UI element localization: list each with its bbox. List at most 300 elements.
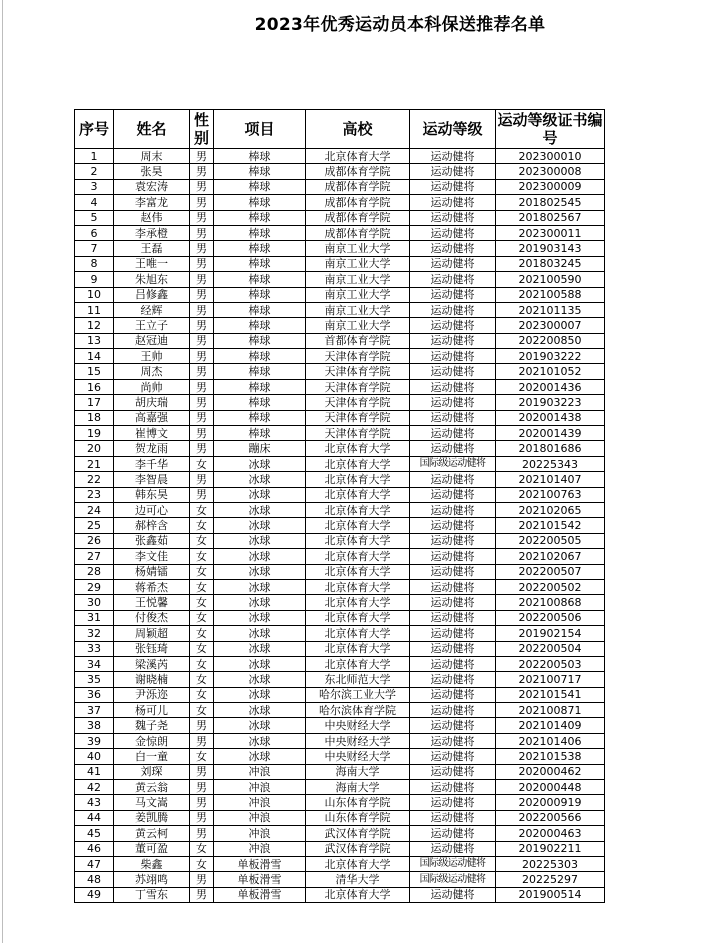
cell-index: 16 [75,379,114,394]
cell-university: 北京体育大学 [306,487,410,502]
cell-level: 运动健将 [410,379,496,394]
cell-level: 运动健将 [410,164,496,179]
cell-sport: 冰球 [214,472,306,487]
cell-index: 8 [75,256,114,271]
cell-index: 33 [75,641,114,656]
cell-name: 黄云柯 [114,826,190,841]
cell-name: 王帅 [114,349,190,364]
column-header-sport: 项目 [214,110,306,149]
cell-gender: 男 [190,810,214,825]
cell-index: 41 [75,764,114,779]
cell-certificate: 201802567 [496,210,605,225]
cell-sport: 冰球 [214,518,306,533]
cell-university: 成都体育学院 [306,179,410,194]
cell-gender: 男 [190,149,214,164]
table-row [75,856,605,871]
cell-university: 武汉体育学院 [306,841,410,856]
cell-name: 张钰琦 [114,641,190,656]
cell-university: 北京体育大学 [306,549,410,564]
cell-level: 运动健将 [410,687,496,702]
cell-sport: 棒球 [214,195,306,210]
cell-name: 边可心 [114,502,190,517]
cell-level: 国际级运动健将 [410,456,496,471]
cell-university: 北京体育大学 [306,502,410,517]
cell-name: 杨可儿 [114,703,190,718]
cell-level: 运动健将 [410,410,496,425]
cell-sport: 冰球 [214,656,306,671]
cell-university: 北京体育大学 [306,472,410,487]
cell-sport: 棒球 [214,302,306,317]
cell-level: 运动健将 [410,272,496,287]
cell-certificate: 202100871 [496,703,605,718]
cell-university: 天津体育学院 [306,379,410,394]
table-row [75,225,605,240]
cell-gender: 女 [190,518,214,533]
cell-certificate: 202101052 [496,364,605,379]
cell-gender: 男 [190,441,214,456]
cell-sport: 蹦床 [214,441,306,456]
cell-index: 17 [75,395,114,410]
cell-certificate: 202000463 [496,826,605,841]
cell-certificate: 202000919 [496,795,605,810]
table-row [75,887,605,902]
cell-certificate: 201902154 [496,626,605,641]
cell-name: 李文佳 [114,549,190,564]
table-row [75,518,605,533]
table-row [75,241,605,256]
cell-gender: 男 [190,318,214,333]
cell-level: 运动健将 [410,810,496,825]
cell-level: 运动健将 [410,841,496,856]
cell-sport: 棒球 [214,241,306,256]
table-header-row [75,110,605,149]
cell-name: 李富龙 [114,195,190,210]
table-row [75,749,605,764]
cell-sport: 冰球 [214,749,306,764]
cell-certificate: 202001436 [496,379,605,394]
cell-certificate: 201801686 [496,441,605,456]
cell-sport: 棒球 [214,179,306,194]
table-row [75,210,605,225]
cell-sport: 棒球 [214,164,306,179]
column-header-name: 姓名 [114,110,190,149]
cell-university: 北京体育大学 [306,626,410,641]
cell-gender: 女 [190,533,214,548]
cell-certificate: 202200503 [496,656,605,671]
table-row [75,610,605,625]
cell-index: 19 [75,426,114,441]
cell-level: 运动健将 [410,426,496,441]
cell-certificate: 202300008 [496,164,605,179]
table-row [75,149,605,164]
cell-sport: 棒球 [214,318,306,333]
cell-sport: 冰球 [214,687,306,702]
cell-name: 魏子尧 [114,718,190,733]
cell-sport: 棒球 [214,410,306,425]
cell-gender: 女 [190,841,214,856]
cell-index: 29 [75,579,114,594]
cell-gender: 男 [190,718,214,733]
cell-index: 5 [75,210,114,225]
cell-index: 13 [75,333,114,348]
cell-level: 运动健将 [410,502,496,517]
table-row [75,703,605,718]
table-row [75,472,605,487]
cell-level: 运动健将 [410,349,496,364]
cell-university: 北京体育大学 [306,441,410,456]
cell-name: 刘琛 [114,764,190,779]
cell-university: 南京工业大学 [306,302,410,317]
cell-sport: 棒球 [214,364,306,379]
cell-index: 30 [75,595,114,610]
cell-index: 10 [75,287,114,302]
cell-certificate: 202101541 [496,687,605,702]
cell-gender: 女 [190,687,214,702]
cell-level: 运动健将 [410,764,496,779]
cell-gender: 男 [190,379,214,394]
cell-gender: 女 [190,564,214,579]
cell-index: 48 [75,872,114,887]
table-row [75,626,605,641]
cell-certificate: 202100717 [496,672,605,687]
cell-level: 运动健将 [410,318,496,333]
cell-gender: 女 [190,549,214,564]
cell-level: 运动健将 [410,195,496,210]
table-row [75,672,605,687]
cell-name: 周杰 [114,364,190,379]
cell-level: 国际级运动健将 [410,856,496,871]
cell-level: 运动健将 [410,441,496,456]
cell-certificate: 202100590 [496,272,605,287]
cell-gender: 男 [190,487,214,502]
cell-university: 北京体育大学 [306,595,410,610]
cell-gender: 男 [190,733,214,748]
cell-university: 北京体育大学 [306,641,410,656]
cell-sport: 冰球 [214,533,306,548]
cell-university: 南京工业大学 [306,272,410,287]
cell-level: 运动健将 [410,610,496,625]
cell-index: 4 [75,195,114,210]
cell-certificate: 202101542 [496,518,605,533]
athlete-roster-table [74,109,605,903]
table-row [75,733,605,748]
cell-university: 海南大学 [306,764,410,779]
table-row [75,318,605,333]
cell-certificate: 202200506 [496,610,605,625]
column-header-level: 运动等级 [410,110,496,149]
cell-gender: 女 [190,672,214,687]
cell-certificate: 20225303 [496,856,605,871]
table-row [75,718,605,733]
cell-certificate: 202200502 [496,579,605,594]
cell-gender: 男 [190,426,214,441]
cell-certificate: 201903143 [496,241,605,256]
cell-certificate: 202300009 [496,179,605,194]
table-row [75,272,605,287]
cell-certificate: 202200850 [496,333,605,348]
cell-index: 45 [75,826,114,841]
cell-certificate: 202101407 [496,472,605,487]
table-row [75,164,605,179]
cell-certificate: 20225343 [496,456,605,471]
cell-index: 49 [75,887,114,902]
cell-level: 运动健将 [410,564,496,579]
cell-index: 14 [75,349,114,364]
cell-sport: 冰球 [214,549,306,564]
cell-name: 董可盈 [114,841,190,856]
table-row [75,579,605,594]
cell-gender: 男 [190,333,214,348]
cell-name: 赵冠迪 [114,333,190,348]
cell-certificate: 202101135 [496,302,605,317]
cell-index: 34 [75,656,114,671]
cell-university: 南京工业大学 [306,241,410,256]
table-row [75,379,605,394]
cell-level: 运动健将 [410,672,496,687]
cell-level: 运动健将 [410,225,496,240]
cell-gender: 男 [190,472,214,487]
cell-certificate: 202300007 [496,318,605,333]
cell-university: 中央财经大学 [306,733,410,748]
cell-sport: 冰球 [214,733,306,748]
cell-level: 运动健将 [410,487,496,502]
table-row [75,287,605,302]
cell-university: 南京工业大学 [306,256,410,271]
cell-name: 白一童 [114,749,190,764]
cell-university: 清华大学 [306,872,410,887]
cell-index: 1 [75,149,114,164]
cell-sport: 冲浪 [214,780,306,795]
cell-university: 中央财经大学 [306,718,410,733]
cell-sport: 单板滑雪 [214,872,306,887]
cell-level: 运动健将 [410,287,496,302]
page-edge-rule [2,0,3,943]
cell-index: 37 [75,703,114,718]
cell-university: 成都体育学院 [306,164,410,179]
cell-name: 王悦馨 [114,595,190,610]
cell-certificate: 202100588 [496,287,605,302]
cell-index: 46 [75,841,114,856]
cell-university: 北京体育大学 [306,456,410,471]
cell-sport: 冰球 [214,502,306,517]
column-header-gender: 性别 [190,110,214,149]
cell-sport: 冰球 [214,641,306,656]
cell-gender: 男 [190,241,214,256]
cell-certificate: 202000462 [496,764,605,779]
cell-index: 38 [75,718,114,733]
cell-gender: 男 [190,225,214,240]
cell-gender: 女 [190,626,214,641]
cell-index: 25 [75,518,114,533]
table-row [75,872,605,887]
cell-level: 运动健将 [410,703,496,718]
cell-certificate: 201803245 [496,256,605,271]
cell-sport: 冲浪 [214,795,306,810]
cell-gender: 女 [190,595,214,610]
cell-index: 12 [75,318,114,333]
cell-name: 李承橙 [114,225,190,240]
cell-university: 南京工业大学 [306,287,410,302]
table-row [75,549,605,564]
cell-certificate: 201902211 [496,841,605,856]
cell-gender: 女 [190,856,214,871]
cell-name: 胡庆瑞 [114,395,190,410]
cell-gender: 男 [190,780,214,795]
cell-sport: 棒球 [214,210,306,225]
table-row [75,656,605,671]
cell-university: 哈尔滨体育学院 [306,703,410,718]
cell-index: 27 [75,549,114,564]
cell-university: 中央财经大学 [306,749,410,764]
cell-gender: 男 [190,272,214,287]
table-row [75,441,605,456]
cell-name: 蒋希杰 [114,579,190,594]
cell-sport: 棒球 [214,349,306,364]
cell-university: 南京工业大学 [306,318,410,333]
cell-sport: 冰球 [214,456,306,471]
cell-name: 朱旭东 [114,272,190,287]
cell-level: 运动健将 [410,579,496,594]
cell-gender: 男 [190,349,214,364]
cell-index: 23 [75,487,114,502]
cell-name: 丁雪东 [114,887,190,902]
table-row [75,595,605,610]
cell-name: 柴鑫 [114,856,190,871]
cell-index: 31 [75,610,114,625]
cell-level: 运动健将 [410,149,496,164]
cell-university: 北京体育大学 [306,533,410,548]
cell-certificate: 202001438 [496,410,605,425]
cell-university: 天津体育学院 [306,410,410,425]
cell-university: 成都体育学院 [306,225,410,240]
cell-name: 袁宏涛 [114,179,190,194]
cell-sport: 冰球 [214,579,306,594]
cell-name: 经辉 [114,302,190,317]
cell-name: 梁溪芮 [114,656,190,671]
cell-university: 山东体育学院 [306,810,410,825]
cell-index: 6 [75,225,114,240]
cell-index: 24 [75,502,114,517]
cell-level: 运动健将 [410,302,496,317]
cell-index: 44 [75,810,114,825]
cell-gender: 男 [190,795,214,810]
cell-level: 运动健将 [410,626,496,641]
cell-certificate: 202101409 [496,718,605,733]
cell-university: 北京体育大学 [306,856,410,871]
cell-gender: 女 [190,579,214,594]
cell-certificate: 202102067 [496,549,605,564]
table-row [75,395,605,410]
cell-name: 杨婧镭 [114,564,190,579]
cell-index: 22 [75,472,114,487]
document-title: 2023年优秀运动员本科保送推荐名单 [254,15,546,35]
cell-gender: 女 [190,502,214,517]
cell-sport: 单板滑雪 [214,856,306,871]
cell-name: 谢晓楠 [114,672,190,687]
cell-university: 北京体育大学 [306,656,410,671]
cell-university: 北京体育大学 [306,518,410,533]
table-row [75,780,605,795]
cell-sport: 冰球 [214,626,306,641]
cell-level: 运动健将 [410,826,496,841]
cell-certificate: 202300010 [496,149,605,164]
cell-gender: 男 [190,395,214,410]
cell-certificate: 201903222 [496,349,605,364]
cell-name: 黄云翁 [114,780,190,795]
cell-name: 吕修鑫 [114,287,190,302]
cell-certificate: 202200504 [496,641,605,656]
cell-name: 周末 [114,149,190,164]
cell-name: 尹泺迩 [114,687,190,702]
cell-level: 运动健将 [410,887,496,902]
cell-sport: 单板滑雪 [214,887,306,902]
cell-sport: 冰球 [214,610,306,625]
cell-certificate: 20225297 [496,872,605,887]
table-row [75,826,605,841]
cell-sport: 冰球 [214,564,306,579]
cell-gender: 女 [190,456,214,471]
cell-university: 天津体育学院 [306,364,410,379]
cell-sport: 棒球 [214,225,306,240]
cell-index: 40 [75,749,114,764]
table-row [75,502,605,517]
cell-certificate: 202200566 [496,810,605,825]
cell-name: 赵伟 [114,210,190,225]
cell-university: 天津体育学院 [306,395,410,410]
column-header-index: 序号 [75,110,114,149]
cell-gender: 男 [190,872,214,887]
cell-level: 运动健将 [410,241,496,256]
cell-sport: 棒球 [214,149,306,164]
cell-gender: 男 [190,256,214,271]
cell-sport: 棒球 [214,333,306,348]
cell-index: 15 [75,364,114,379]
cell-index: 43 [75,795,114,810]
cell-certificate: 202300011 [496,225,605,240]
cell-level: 运动健将 [410,333,496,348]
cell-level: 运动健将 [410,749,496,764]
cell-university: 海南大学 [306,780,410,795]
cell-level: 运动健将 [410,472,496,487]
table-row [75,764,605,779]
cell-index: 21 [75,456,114,471]
table-body [75,149,605,903]
table-row [75,641,605,656]
cell-sport: 棒球 [214,256,306,271]
cell-index: 47 [75,856,114,871]
cell-certificate: 202200505 [496,533,605,548]
cell-level: 运动健将 [410,364,496,379]
cell-sport: 冰球 [214,487,306,502]
cell-level: 运动健将 [410,533,496,548]
cell-level: 运动健将 [410,518,496,533]
cell-name: 高嘉强 [114,410,190,425]
cell-name: 王唯一 [114,256,190,271]
cell-gender: 男 [190,179,214,194]
table-row [75,426,605,441]
table-row [75,195,605,210]
cell-gender: 男 [190,364,214,379]
cell-name: 贺龙雨 [114,441,190,456]
cell-name: 李智晨 [114,472,190,487]
cell-index: 18 [75,410,114,425]
table-row [75,456,605,471]
column-header-certificate: 运动等级证书编号 [497,111,603,147]
cell-sport: 冰球 [214,718,306,733]
cell-certificate: 201900514 [496,887,605,902]
cell-gender: 女 [190,641,214,656]
cell-certificate: 202100868 [496,595,605,610]
